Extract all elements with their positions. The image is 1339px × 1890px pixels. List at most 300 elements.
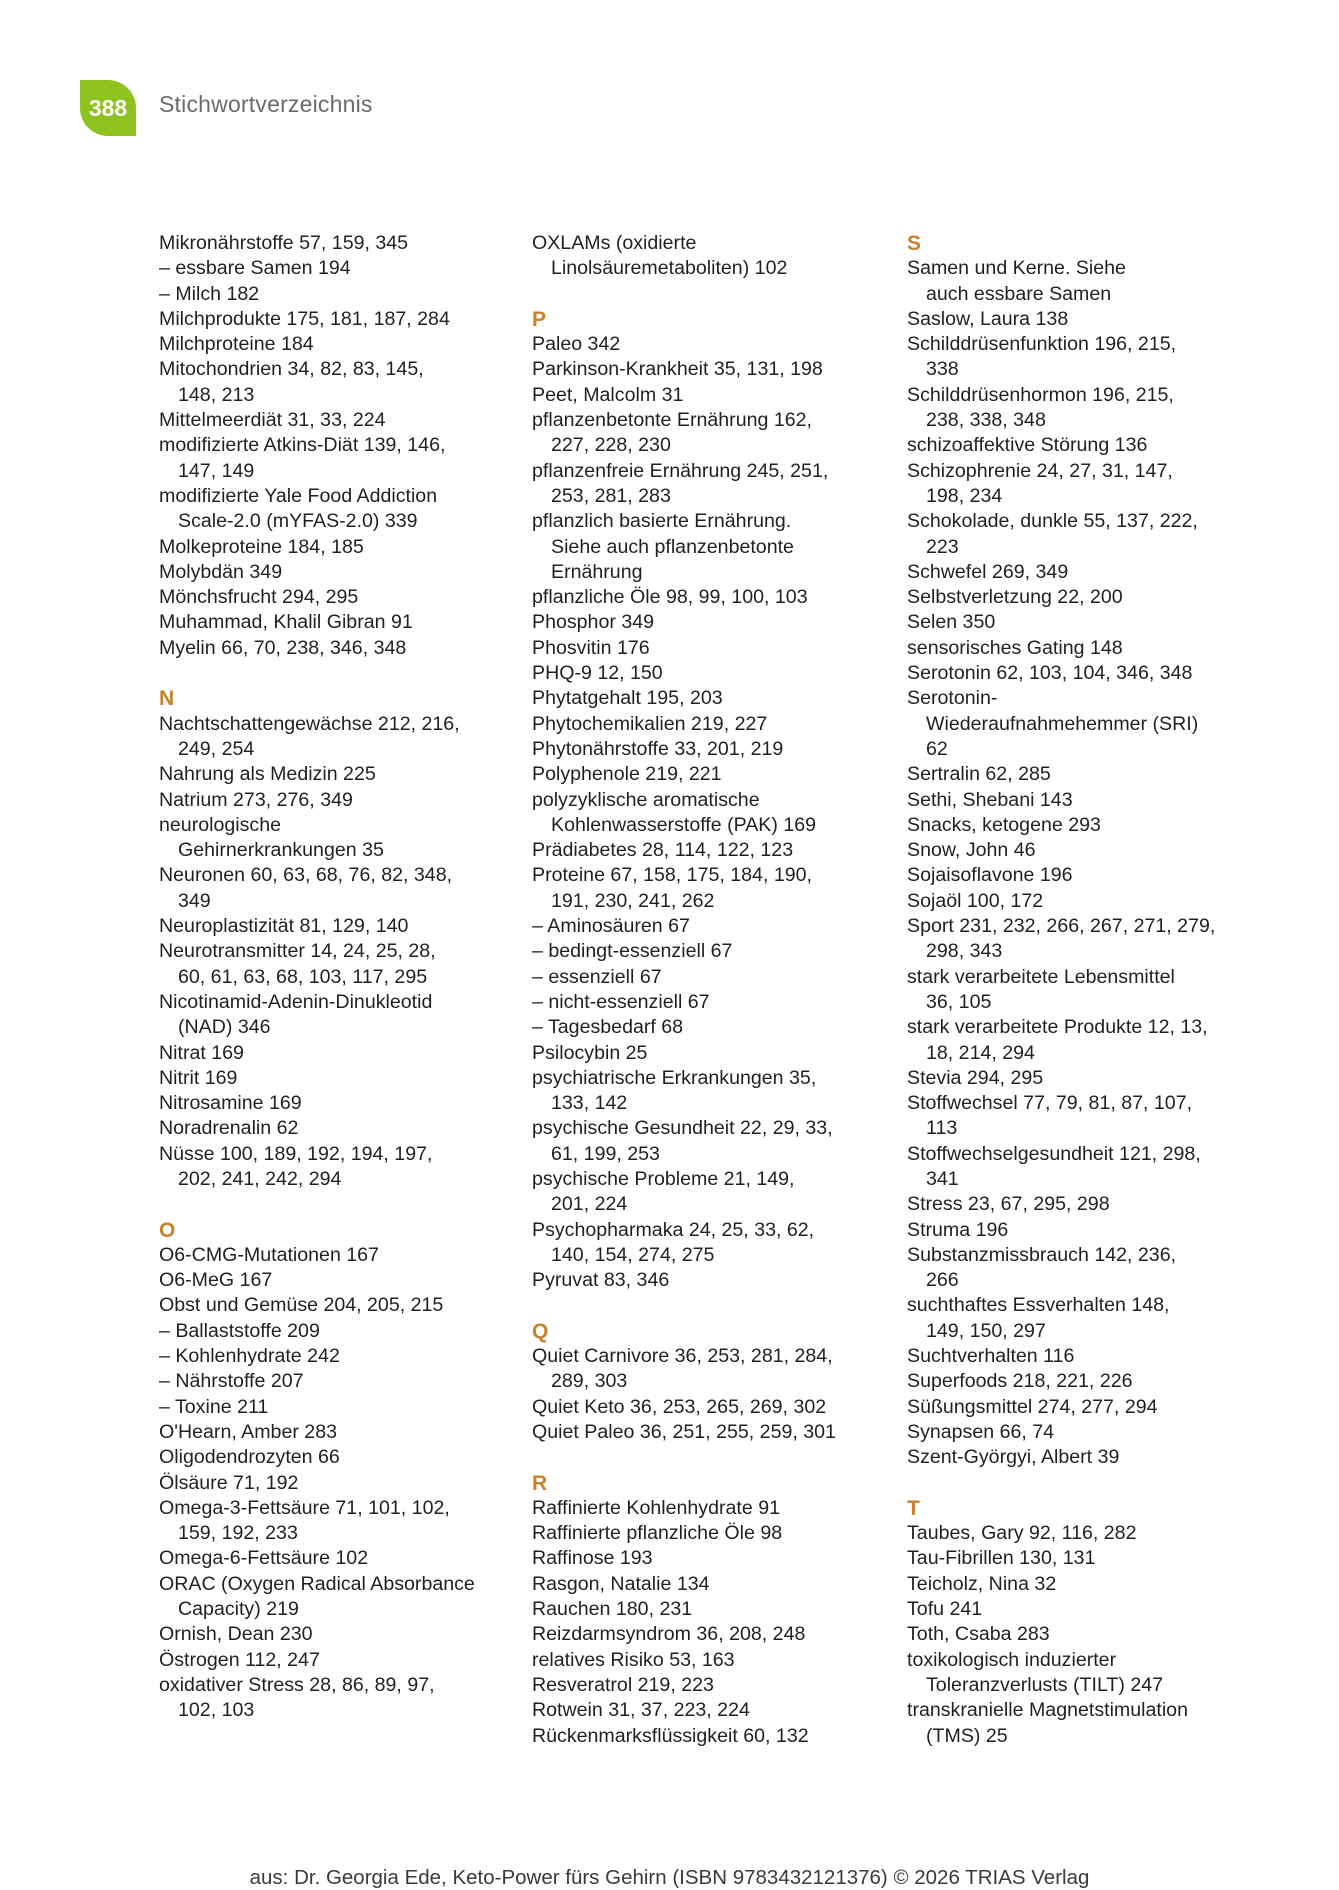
index-entry-term: Substanzmissbrauch 142, 236, (907, 1243, 1177, 1266)
index-entry (907, 813, 1257, 838)
index-entry (159, 307, 509, 332)
index-entry (159, 1091, 509, 1116)
index-entry-term: Phosphor 349 (532, 611, 655, 634)
index-entry-term: polyzyklische aromatische (532, 788, 760, 811)
index-entry (532, 509, 882, 585)
index-entry-term: Mönchsfrucht 294, 295 (159, 586, 359, 609)
index-entry-term: Nüsse 100, 189, 192, 194, 197, (159, 1142, 433, 1165)
index-entry (907, 1572, 1257, 1597)
index-entry (907, 1698, 1257, 1749)
index-entry-term: Nitrat 169 (159, 1041, 244, 1064)
index-entry (532, 1420, 882, 1445)
index-entry-term: – bedingt-essenziell 67 (532, 940, 733, 963)
index-entry-term: Ornish, Dean 230 (159, 1623, 313, 1646)
index-entry-term: Psychopharmaka 24, 25, 33, 62, (532, 1218, 815, 1241)
index-entry-term: psychische Gesundheit 22, 29, 33, (532, 1117, 833, 1140)
index-entry-term: oxidativer Stress 28, 86, 89, 97, (159, 1673, 435, 1696)
index-entry-continuation: 102, 103 (178, 1699, 255, 1722)
index-entry (532, 712, 882, 737)
index-entry-continuation: (TMS) 25 (926, 1724, 1008, 1747)
index-entry (159, 484, 509, 535)
index-entry-term: Natrium 273, 276, 349 (159, 788, 353, 811)
index-entry (159, 1546, 509, 1571)
index-entry-term: Östrogen 112, 247 (159, 1648, 320, 1671)
index-entry-term: Rückenmarksflüssigkeit 60, 132 (532, 1724, 809, 1747)
index-entry-term: Schwefel 269, 349 (907, 560, 1069, 583)
index-letter-heading: S (907, 232, 922, 255)
index-entry-term: Neurotransmitter 14, 24, 25, 28, (159, 940, 436, 963)
index-entry (907, 686, 1257, 762)
index-entry (907, 1420, 1257, 1445)
index-entry-term: Parkinson-Krankheit 35, 131, 198 (532, 358, 823, 381)
index-entry-term: Phosvitin 176 (532, 636, 650, 659)
index-entry (907, 1369, 1257, 1394)
index-entry-term: – Aminosäuren 67 (532, 915, 690, 938)
index-entry-term: – Ballaststoffe 209 (159, 1319, 320, 1342)
index-entry-term: psychiatrische Erkrankungen 35, (532, 1066, 817, 1089)
index-letter-heading: R (532, 1471, 548, 1495)
index-entry-continuation: 202, 241, 242, 294 (178, 1167, 342, 1190)
index-entry-term: stark verarbeitete Lebensmittel (907, 965, 1175, 988)
index-entry-continuation: 227, 228, 230 (551, 434, 671, 457)
index-entry-term: suchthaftes Essverhalten 148, (907, 1294, 1170, 1317)
index-entry (532, 585, 882, 610)
index-entry-continuation: 266 (926, 1269, 959, 1292)
index-entry (159, 1420, 509, 1445)
index-entry (907, 1218, 1257, 1243)
index-entry-term: Psilocybin 25 (532, 1041, 648, 1064)
index-entry (159, 1496, 509, 1547)
index-entry (532, 737, 882, 762)
index-entry-continuation: 338 (926, 358, 959, 381)
index-entry (907, 1445, 1257, 1470)
index-entry (907, 863, 1257, 888)
index-entry-term: Raffinierte pflanzliche Öle 98 (532, 1522, 783, 1545)
index-entry (532, 762, 882, 787)
footer-citation: aus: Dr. Georgia Ede, Keto-Power fürs Gehirn (ISBN 9783432121376) © 2026 TRIAS Verlag (249, 1866, 1090, 1889)
index-entry-term: Stevia 294, 295 (907, 1066, 1044, 1089)
page-number-badge: 388 (80, 80, 136, 136)
index-entry-term: Struma 196 (907, 1218, 1009, 1241)
index-letter-heading: T (907, 1496, 920, 1520)
index-entry (159, 1116, 509, 1141)
index-entry (532, 1673, 882, 1698)
index-entry-term: stark verarbeitete Produkte 12, 13, (907, 1016, 1208, 1039)
index-entry (159, 1572, 509, 1623)
index-entry (907, 509, 1257, 560)
index-entry (159, 560, 509, 585)
index-entry-term: Stoffwechselgesundheit 121, 298, (907, 1142, 1201, 1165)
index-entry-continuation: Wiederaufnahmehemmer (SRI) (926, 712, 1199, 735)
index-entry-term: – Nährstoffe 207 (159, 1370, 304, 1393)
index-entry (159, 1142, 509, 1193)
index-entry (159, 1648, 509, 1673)
index-entry (907, 1395, 1257, 1420)
index-entry-continuation: 238, 338, 348 (926, 409, 1046, 432)
index-entry-term: Rasgon, Natalie 134 (532, 1572, 710, 1595)
index-entry-term: transkranielle Magnetstimulation (907, 1699, 1188, 1722)
index-entry (532, 965, 882, 990)
index-entry-continuation: 60, 61, 63, 68, 103, 117, 295 (178, 965, 428, 988)
index-entry-term: Quiet Keto 36, 253, 265, 269, 302 (532, 1395, 827, 1418)
index-entry (532, 661, 882, 686)
index-entry-continuation: Ernährung (551, 560, 643, 583)
index-entry (532, 459, 882, 510)
index-entry-term: Synapsen 66, 74 (907, 1420, 1055, 1443)
index-entry-term: – Toxine 211 (159, 1395, 269, 1418)
index-entry-continuation: 201, 224 (551, 1193, 628, 1216)
index-entry (907, 1015, 1257, 1066)
index-entry-term: Quiet Paleo 36, 251, 255, 259, 301 (532, 1420, 836, 1443)
index-entry (907, 1091, 1257, 1142)
index-entry-term: Nicotinamid-Adenin-Dinukleotid (159, 990, 433, 1013)
section-gap (532, 1445, 882, 1470)
index-entry-term: Schokolade, dunkle 55, 137, 222, (907, 510, 1198, 533)
index-entry (907, 1546, 1257, 1571)
index-entry-term: Taubes, Gary 92, 116, 282 (907, 1522, 1137, 1545)
index-entry (907, 332, 1257, 383)
index-entry-term: Phytatgehalt 195, 203 (532, 687, 723, 710)
index-entry (532, 788, 882, 839)
index-entry (532, 914, 882, 939)
index-entry-term: Nahrung als Medizin 225 (159, 763, 376, 786)
index-entry-continuation: 198, 234 (926, 484, 1003, 507)
index-entry-continuation: 159, 192, 233 (178, 1522, 298, 1545)
index-entry-term: Pyruvat 83, 346 (532, 1269, 670, 1292)
index-entry-term: Saslow, Laura 138 (907, 307, 1069, 330)
index-entry (532, 686, 882, 711)
index-entry (532, 1395, 882, 1420)
index-entry-continuation: 223 (926, 535, 959, 558)
index-entry (159, 332, 509, 357)
index-entry-term: Molybdän 349 (159, 560, 283, 583)
index-entry-continuation: 191, 230, 241, 262 (551, 889, 715, 912)
index-entry-continuation: 249, 254 (178, 737, 255, 760)
index-entry (532, 1546, 882, 1571)
index-entry-continuation: 18, 214, 294 (926, 1041, 1035, 1064)
index-entry-term: Schilddrüsenfunktion 196, 215, (907, 333, 1177, 356)
index-entry (532, 1648, 882, 1673)
index-entry (907, 560, 1257, 585)
index-entry (159, 863, 509, 914)
index-entry (907, 1142, 1257, 1193)
index-entry (159, 788, 509, 813)
index-entry (532, 939, 882, 964)
index-entry-term: Snow, John 46 (907, 839, 1036, 862)
index-entry-term: Samen und Kerne. Siehe (907, 257, 1126, 280)
index-entry (159, 433, 509, 484)
index-entry (532, 1698, 882, 1723)
index-entry-term: O6-MeG 167 (159, 1269, 273, 1292)
index-entry-continuation: 61, 199, 253 (551, 1142, 660, 1165)
index-entry-continuation: 149, 150, 297 (926, 1319, 1046, 1342)
index-entry-term: Quiet Carnivore 36, 253, 281, 284, (532, 1345, 833, 1368)
index-entry (532, 408, 882, 459)
index-entry-term: Selbstverletzung 22, 200 (907, 586, 1123, 609)
index-entry (907, 307, 1257, 332)
index-entry-term: Proteine 67, 158, 175, 184, 190, (532, 864, 812, 887)
index-entry (532, 636, 882, 661)
index-entry (159, 914, 509, 939)
index-entry (159, 1471, 509, 1496)
index-letter-heading: P (532, 307, 547, 331)
index-entry-term: Phytochemikalien 219, 227 (532, 712, 768, 735)
index-entry-continuation: Siehe auch pflanzenbetonte (551, 535, 794, 558)
index-entry-term: Sojaisoflavone 196 (907, 864, 1073, 887)
index-entry (159, 1673, 509, 1724)
index-entry (159, 990, 509, 1041)
index-entry-term: Mikronährstoffe 57, 159, 345 (159, 232, 409, 254)
index-entry-continuation: 140, 154, 274, 275 (551, 1243, 715, 1266)
index-entry-term: Noradrenalin 62 (159, 1117, 299, 1140)
index-entry (159, 1395, 509, 1420)
index-entry (907, 1648, 1257, 1699)
index-entry-continuation: Scale-2.0 (mYFAS-2.0) 339 (178, 510, 418, 533)
index-column-1 (159, 231, 509, 1724)
index-entry-term: Mittelmeerdiät 31, 33, 224 (159, 409, 386, 432)
index-entry-continuation: Gehirnerkrankungen 35 (178, 839, 384, 862)
index-entry (907, 788, 1257, 813)
index-entry-term: PHQ-9 12, 150 (532, 662, 663, 685)
index-entry (532, 383, 882, 408)
index-entry-term: Resveratrol 219, 223 (532, 1673, 714, 1696)
index-entry-continuation: 341 (926, 1167, 959, 1190)
index-entry-term: Stress 23, 67, 295, 298 (907, 1193, 1110, 1216)
index-entry (532, 838, 882, 863)
index-entry-term: Teicholz, Nina 32 (907, 1572, 1057, 1595)
index-entry (907, 433, 1257, 458)
index-entry-term: Rauchen 180, 231 (532, 1598, 693, 1621)
index-entry (159, 357, 509, 408)
index-entry-continuation: Linolsäuremetaboliten) 102 (551, 257, 788, 280)
index-entry (532, 863, 882, 914)
index-entry-term: toxikologisch induzierter (907, 1648, 1117, 1671)
section-gap (159, 661, 509, 686)
index-entry-term: – essenziell 67 (532, 965, 662, 988)
index-letter-heading: N (159, 687, 175, 711)
index-entry-continuation: 147, 149 (178, 459, 255, 482)
index-entry (159, 256, 509, 281)
index-entry-term: Sport 231, 232, 266, 267, 271, 279, (907, 915, 1216, 938)
index-entry-term: Superfoods 218, 221, 226 (907, 1370, 1133, 1393)
index-entry (532, 357, 882, 382)
index-entry (907, 1243, 1257, 1294)
index-entry (159, 408, 509, 433)
index-entry-term: Myelin 66, 70, 238, 346, 348 (159, 636, 407, 659)
index-entry-term: Tau-Fibrillen 130, 131 (907, 1547, 1096, 1570)
index-entry (159, 636, 509, 661)
index-column-2 (532, 231, 882, 1749)
index-entry-term: – Milch 182 (159, 282, 260, 305)
index-entry (159, 712, 509, 763)
index-entry (159, 762, 509, 787)
index-entry-term: Paleo 342 (532, 333, 621, 356)
index-entry-term: Neuronen 60, 63, 68, 76, 82, 348, (159, 864, 453, 887)
index-entry (532, 231, 882, 282)
index-entry-term: Nitrit 169 (159, 1066, 238, 1089)
index-entry-term: Reizdarmsyndrom 36, 208, 248 (532, 1623, 806, 1646)
index-entry (907, 610, 1257, 635)
index-entry-term: Neuroplastizität 81, 129, 140 (159, 915, 409, 938)
index-entry-continuation: Toleranzverlusts (TILT) 247 (926, 1673, 1164, 1696)
index-entry-term: Milchprodukte 175, 181, 187, 284 (159, 307, 450, 330)
index-entry (159, 535, 509, 560)
index-entry (532, 1015, 882, 1040)
index-entry-term: Sethi, Shebani 143 (907, 788, 1073, 811)
index-entry-term: modifizierte Yale Food Addiction (159, 484, 438, 507)
index-entry (907, 1066, 1257, 1091)
index-entry (907, 762, 1257, 787)
index-entry (532, 1066, 882, 1117)
index-entry-term: neurologische (159, 813, 282, 836)
index-entry-term: modifizierte Atkins-Diät 139, 146, (159, 434, 446, 457)
index-entry-term: Polyphenole 219, 221 (532, 763, 722, 786)
index-entry-term: Raffinose 193 (532, 1547, 653, 1570)
index-entry (532, 1344, 882, 1395)
index-entry-term: Raffinierte Kohlenhydrate 91 (532, 1496, 780, 1519)
index-entry (532, 1041, 882, 1066)
index-entry (159, 1066, 509, 1091)
index-entry (532, 332, 882, 357)
index-entry-term: – nicht-essenziell 67 (532, 990, 710, 1013)
index-entry-term: – essbare Samen 194 (159, 257, 351, 280)
index-entry-term: Molkeproteine 184, 185 (159, 535, 364, 558)
index-entry-continuation: 62 (926, 737, 948, 760)
index-entry (159, 1268, 509, 1293)
index-entry (159, 813, 509, 864)
index-entry (159, 1293, 509, 1318)
index-entry (532, 1496, 882, 1521)
index-entry (907, 1344, 1257, 1369)
index-entry-term: pflanzenfreie Ernährung 245, 251, (532, 459, 829, 482)
index-entry (159, 1344, 509, 1369)
index-entry-term: Süßungsmittel 274, 277, 294 (907, 1395, 1158, 1418)
index-entry-term: Selen 350 (907, 611, 996, 634)
index-entry-term: pflanzenbetonte Ernährung 162, (532, 409, 812, 432)
index-entry-term: relatives Risiko 53, 163 (532, 1648, 735, 1671)
index-entry-term: Schizophrenie 24, 27, 31, 147, (907, 459, 1173, 482)
index-entry-term: Mitochondrien 34, 82, 83, 145, (159, 358, 424, 381)
index-entry (907, 585, 1257, 610)
index-entry-term: Phytonährstoffe 33, 201, 219 (532, 737, 784, 760)
section-title: Stichwortverzeichnis (159, 91, 373, 117)
index-entry-term: – Tagesbedarf 68 (532, 1016, 684, 1039)
index-entry-term: – Kohlenhydrate 242 (159, 1345, 340, 1368)
index-entry (532, 990, 882, 1015)
index-entry (907, 838, 1257, 863)
index-entry-term: Ölsäure 71, 192 (159, 1471, 299, 1494)
index-entry (907, 661, 1257, 686)
index-entry-term: Peet, Malcolm 31 (532, 383, 684, 406)
index-entry-continuation: 349 (178, 889, 211, 912)
section-gap (532, 1293, 882, 1318)
index-entry-term: Obst und Gemüse 204, 205, 215 (159, 1294, 444, 1317)
section-gap (907, 1471, 1257, 1496)
index-entry (159, 939, 509, 990)
index-column-3 (907, 231, 1257, 1749)
index-entry-term: Omega-6-Fettsäure 102 (159, 1547, 369, 1570)
index-entry-continuation: 253, 281, 283 (551, 484, 671, 507)
index-entry (159, 282, 509, 307)
index-entry (532, 1167, 882, 1218)
index-entry-term: Muhammad, Khalil Gibran 91 (159, 611, 413, 634)
index-entry-term: Prädiabetes 28, 114, 122, 123 (532, 839, 794, 862)
index-entry (907, 914, 1257, 965)
index-entry (907, 636, 1257, 661)
index-entry (907, 383, 1257, 434)
index-entry-continuation: 36, 105 (926, 990, 992, 1013)
index-entry-continuation: auch essbare Samen (926, 282, 1112, 305)
index-entry-term: psychische Probleme 21, 149, (532, 1167, 795, 1190)
index-entry-term: sensorisches Gating 148 (907, 636, 1123, 659)
index-entry (907, 1622, 1257, 1647)
index-entry-term: Schilddrüsenhormon 196, 215, (907, 383, 1174, 406)
index-entry (532, 1622, 882, 1647)
index-entry-term: OXLAMs (oxidierte (532, 232, 697, 254)
index-entry (532, 1724, 882, 1749)
index-entry (532, 1572, 882, 1597)
index-entry-term: pflanzliche Öle 98, 99, 100, 103 (532, 586, 808, 609)
index-entry-continuation: 133, 142 (551, 1092, 628, 1115)
index-entry (159, 1243, 509, 1268)
index-entry (532, 1521, 882, 1546)
index-entry (907, 459, 1257, 510)
index-entry-term: pflanzlich basierte Ernährung. (532, 510, 792, 533)
index-entry-term: Suchtverhalten 116 (907, 1345, 1075, 1368)
index-entry-term: O6-CMG-Mutationen 167 (159, 1243, 379, 1266)
index-entry (532, 1597, 882, 1622)
index-entry-term: Sojaöl 100, 172 (907, 889, 1044, 912)
index-entry-term: Milchproteine 184 (159, 333, 314, 356)
index-entry-continuation: Capacity) 219 (178, 1598, 299, 1621)
index-entry (532, 1268, 882, 1293)
section-gap (159, 1192, 509, 1217)
index-entry-term: Oligodendrozyten 66 (159, 1446, 340, 1469)
index-entry-term: Nitrosamine 169 (159, 1092, 302, 1115)
index-entry (532, 1116, 882, 1167)
index-entry (159, 1369, 509, 1394)
section-gap (532, 282, 882, 307)
index-entry-term: schizoaffektive Störung 136 (907, 434, 1148, 457)
index-entry-term: O'Hearn, Amber 283 (159, 1420, 337, 1443)
index-entry-term: Snacks, ketogene 293 (907, 813, 1101, 836)
index-entry-continuation: 113 (926, 1117, 958, 1140)
index-entry-term: ORAC (Oxygen Radical Absorbance (159, 1572, 475, 1595)
index-entry-term: Sertralin 62, 285 (907, 763, 1051, 786)
index-entry-continuation: (NAD) 346 (178, 1016, 271, 1039)
index-entry-term: Toth, Csaba 283 (907, 1623, 1050, 1646)
index-entry (159, 585, 509, 610)
index-entry-continuation: 298, 343 (926, 940, 1003, 963)
index-entry (532, 610, 882, 635)
index-entry-term: Rotwein 31, 37, 223, 224 (532, 1699, 750, 1722)
index-entry-continuation: 289, 303 (551, 1370, 628, 1393)
index-entry (532, 1218, 882, 1269)
index-entry-term: Omega-3-Fettsäure 71, 101, 102, (159, 1496, 450, 1519)
index-entry (907, 1293, 1257, 1344)
index-entry (159, 1319, 509, 1344)
index-entry (159, 1041, 509, 1066)
index-entry-term: Serotonin 62, 103, 104, 346, 348 (907, 662, 1193, 685)
index-entry-continuation: Kohlenwasserstoffe (PAK) 169 (551, 813, 817, 836)
index-entry (159, 1622, 509, 1647)
index-entry-term: Szent-Györgyi, Albert 39 (907, 1446, 1120, 1469)
index-letter-heading: O (159, 1218, 176, 1242)
index-entry-continuation: 148, 213 (178, 383, 255, 406)
index-entry (907, 1521, 1257, 1546)
index-entry-term: Serotonin- (907, 687, 998, 710)
index-entry (907, 889, 1257, 914)
